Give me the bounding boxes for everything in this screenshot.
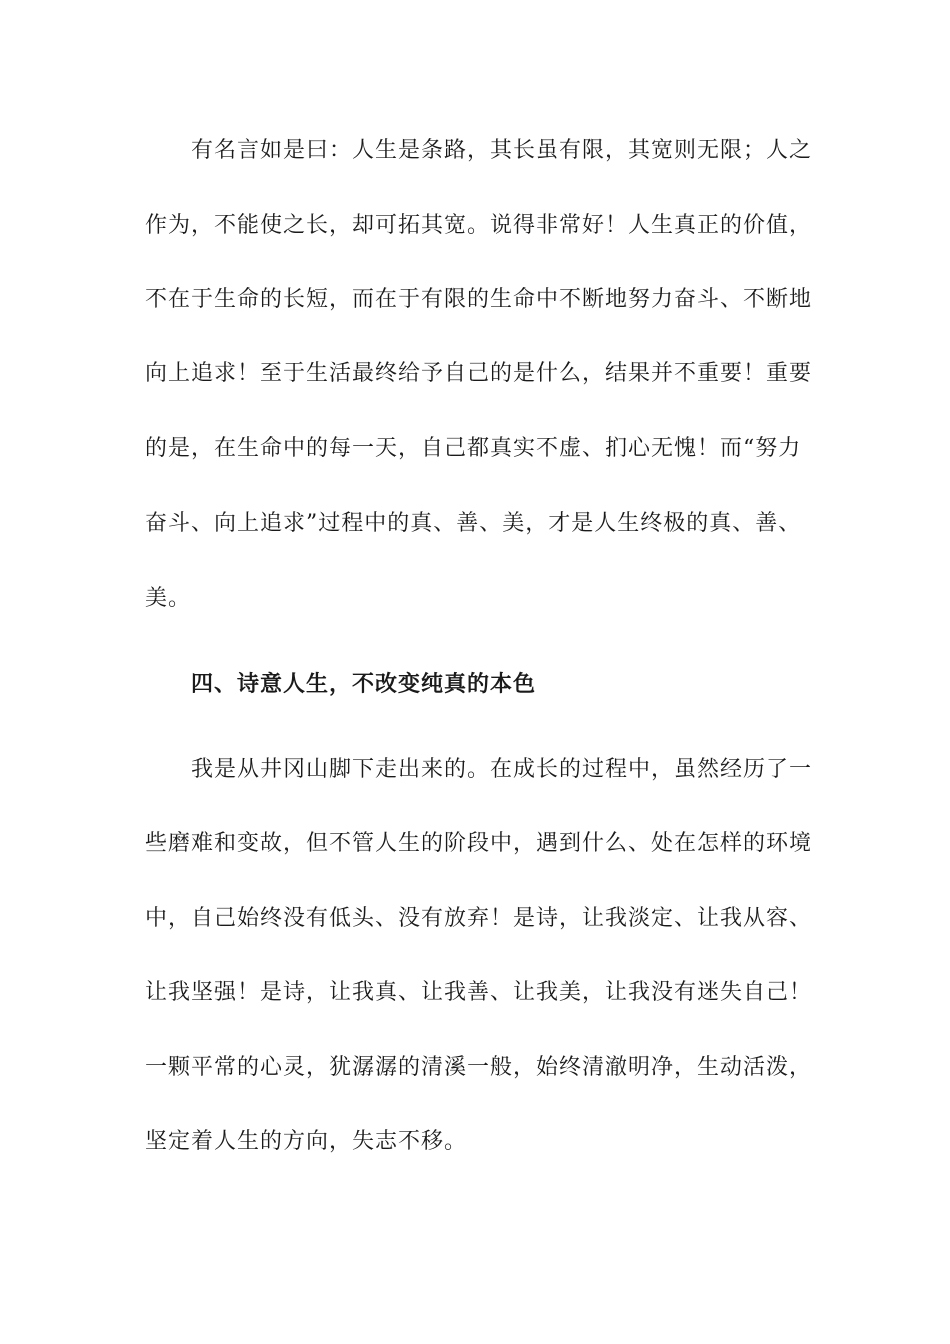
paragraph-line: 的是，在生命中的每一天，自己都真实不虚、扪心无愧！而“努力 (145, 436, 802, 461)
paragraph-line: 美。 (145, 586, 192, 611)
paragraph-line: 我是从井冈山脚下走出来的。在成长的过程中，虽然经历了一 (191, 757, 813, 782)
paragraph-line: 奋斗、向上追求”过程中的真、善、美，才是人生终极的真、善、 (145, 511, 802, 536)
paragraph-line: 不在于生命的长短，而在于有限的生命中不断地努力奋斗、不断地 (145, 287, 813, 312)
paragraph-line: 一颗平常的心灵，犹潺潺的清溪一般，始终清澈明净，生动活泼， (145, 1055, 813, 1080)
paragraph-line: 些磨难和变故，但不管人生的阶段中，遇到什么、处在怎样的环境 (145, 831, 813, 856)
paragraph-line: 中，自己始终没有低头、没有放弃！是诗，让我淡定、让我从容、 (145, 906, 813, 931)
paragraph-line: 让我坚强！是诗，让我真、让我善、让我美，让我没有迷失自己！ (145, 980, 813, 1005)
paragraph-line: 作为，不能使之长，却可拓其宽。说得非常好！人生真正的价值， (145, 213, 813, 238)
paragraph-line: 坚定着人生的方向，失志不移。 (145, 1129, 468, 1154)
paragraph-line: 有名言如是曰：人生是条路，其长虽有限，其宽则无限；人之 (191, 138, 813, 163)
paragraph-line: 向上追求！至于生活最终给予自己的是什么，结果并不重要！重要 (145, 361, 813, 386)
section-heading: 四、诗意人生，不改变纯真的本色 (191, 672, 537, 697)
